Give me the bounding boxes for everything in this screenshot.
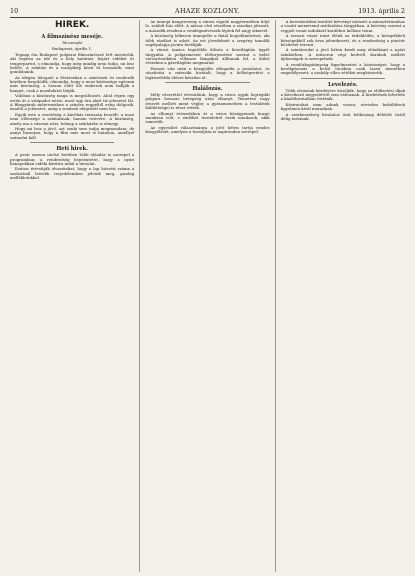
paragraph: A kereskedelmi testület kérvényt intézett a minisztériumhoz a vasúti menetrend módosítása tárgyában. A kérvény szerint a reggeli vonat indulását korábbra kellene tenni.	[280, 20, 405, 33]
paragraph: Az egyesület választmánya a jövő héten tartja rendes közgyűlését, amelyen a tisztújítás is napirenden szerepel.	[145, 124, 270, 135]
article-columns	[10, 20, 405, 572]
paragraph: A rendőrkapitányság figyelmezteti a közönséget, hogy a kerékpározás a belső utcákon csak lassú menetben engedélyezett; a szabály ellen vétőket megbüntetik.	[280, 61, 405, 76]
divider	[301, 78, 385, 79]
page-number: 10	[10, 7, 19, 15]
paragraph: Valóban a közönség maga is megváltozott. Ahol régen egy estén át a színpadot nézte, most egy óra alatt tíz jelenetet lát. A filmgyárak műtermeiben a színész reggeltől estig dolgozik, ismétli a jelenetet, amíg a rendező elégedett nem lesz.	[10, 93, 135, 112]
divider	[165, 82, 249, 83]
paragraph: Hogy mi lesz a jövő, azt senki sem tudja megmondani; de annyi bizonyos, hogy a film már most is hatalom, amellyel számolni kell.	[10, 126, 135, 140]
section-rubric: HIREK.	[54, 20, 90, 30]
paragraph: Tegnap óta Budapest polgárai filmszínésszé lett mesterük, aki bejárta az idő és a hely határait, bejárt vidéket és tengerpartot, s elmondja, hogy még mindig nem tudja, mi lesz belőle. A színház és a mozgókép közti út hosszabb, mint gondolnánk.	[10, 51, 135, 75]
divider	[30, 142, 114, 143]
article-headline: Levelezés.	[328, 81, 358, 88]
article-dateline: Budapesst, április 1.	[51, 46, 93, 52]
paragraph: A tavaszi vásár iránt élénk az érdeklődés; a környékbeli községekből sok árus jelentkezett, és a rendezőség a piactér bővítését tervezi.	[280, 33, 405, 47]
column-1	[10, 20, 134, 572]
article-headline: Halálozás.	[192, 86, 223, 93]
paragraph: A szerkesztőség hivatalos órái hétköznap délelőtt tíztől délig tartanak.	[280, 111, 405, 122]
paragraph: A közönség lelkesen ünnepelte a fiatal hegedűművészt, aki több ráadást is adott. Az est jövedelmét a szegény tanulók segélyalapja javára fordítják.	[145, 33, 270, 47]
article-headline: A filmszínész meséje.	[41, 34, 103, 40]
paper-title: AHAZE KOZLONY.	[175, 7, 240, 15]
paragraph: Az elhunyt évtizedeken át a város közügyeinek buzgó munkása volt, s emlékét tisztelettel őrzik mindazok, akik ismerték.	[145, 110, 270, 125]
paragraph: Több olvasónk kérdésére közöljük, hogy az előfizetési díjak a következő negyedévtől sem változnak. A hirdetések felvétele a kiadóhivatalban történik.	[280, 87, 405, 102]
issue-date: 1913. április 2	[358, 7, 405, 15]
paragraph: Kéziratokat nem adunk vissza; névtelen beküldések figyelmen kívül maradnak.	[280, 101, 405, 112]
paragraph: A városi tanács legutóbbi ülésén a közvilágítás ügyét tárgyalta. A polgármester előterjesztése szerint a belső városrészekben villamos lámpákat állítanak fel, a külső részeken a gázvilágítás megmarad.	[145, 47, 270, 66]
paragraph: Ezúton értesítjük olvasóinkat, hogy a lap húsvéti száma a szokottnál bővebb terjedelemben jelenik meg, gazdag mellékletekkel.	[10, 166, 135, 181]
article-headline: Heti hirek.	[56, 146, 88, 153]
column-2	[139, 20, 269, 572]
paragraph: Az idegen látogató a fővárosban a színészek és rendezők körében forgolódik; elmondja, hogy a mozi közönsége egészen más közönség, a vászon előtt ülő emberek nem hallják a hangot, csak a mozdulatot látják.	[10, 74, 135, 93]
paragraph: A színtársulat a jövő héten kezdi meg előadásait a nyári színkörben. A műsoron régi kedvelt darabok mellett újdonságok is szerepelnek.	[280, 47, 405, 62]
article-byline: Tárcanapló	[62, 41, 83, 45]
paragraph: Hosszú vita után a közgyűlés elfogadta a javaslatot, és utasította a mérnöki hivatalt, hogy a költségvetést a legközelebbi ülésre készítse el.	[145, 66, 270, 80]
paragraph: Egyik este a vezetőség a kávéház teraszán beszélt: a mozi nem ellensége a színháznak, hanem testvére. A közönség, amely ma a vásznat nézi, holnap a színházba is elmegy.	[10, 111, 135, 126]
paragraph: Az ünnepi hangverseny a városi vigadó nagytermében folyt le, zsúfolt ház előtt. A műsor első részében a zenekar játszott, a második részben a vendégművészek léptek fel nagy sikerrel.	[145, 20, 270, 33]
paragraph: A pesti szezon utolsó hetében több előadás is szerepel a programban; a rendezőség bejelentette, hogy a nyári hónapokban vidéki körútra indul a társulat.	[10, 152, 135, 166]
paragraph: Mély részvéttel értesülünk, hogy a város egyik legrégibb polgára hosszas betegség után elhunyt. Temetése nagy részvét mellett ment végbe; a gyászmenetben a testületek küldöttségei is részt vettek.	[145, 92, 270, 111]
page-header	[10, 6, 405, 18]
column-3	[275, 20, 405, 572]
